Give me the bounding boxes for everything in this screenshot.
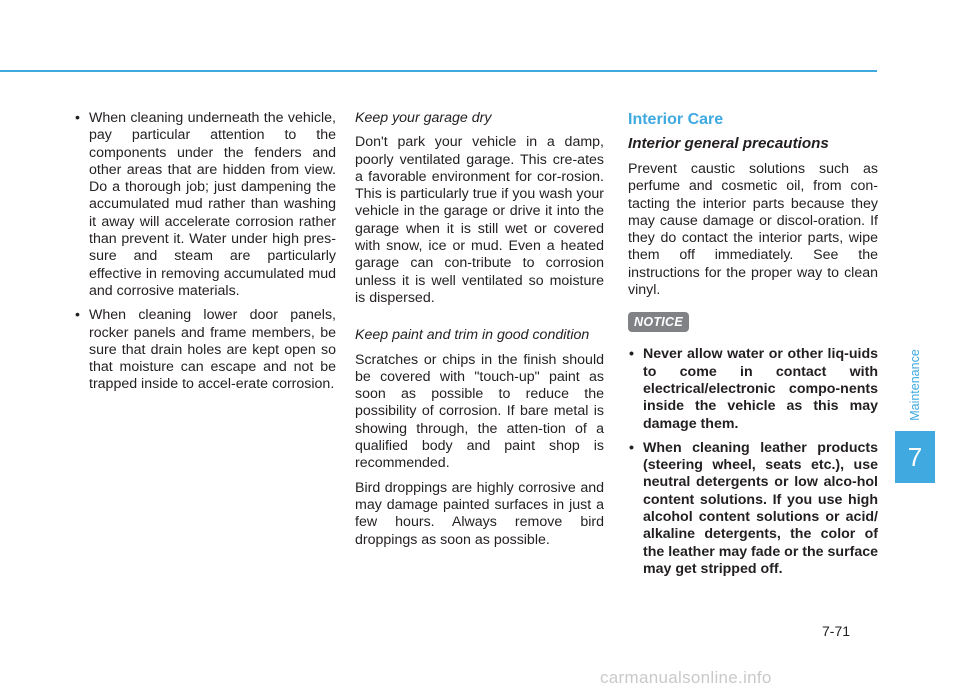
section-subtitle: Interior general precautions (628, 135, 829, 152)
notice-badge: NOTICE (628, 312, 689, 332)
watermark: carmanualsonline.info (600, 668, 772, 687)
list-item: • Never allow water or other liq-uids to come in contact with electrical/electronic compo-nents inside the vehicle as this may damage them. (628, 346, 878, 432)
list-item: • When cleaning lower door panels, rocker panels and frame members, be sure that drain holes are kept open so that moisture can escape and not be trapped inside to accel-erate corrosion. (74, 307, 336, 393)
garage-paragraph: Don't park your vehicle in a damp, poorly ventilated garage. This cre-ates a favorable environment for cor-rosion. This is particularly true if you wash your vehicle in the garage or drive it into the garage when it is still wet or covered with snow, ice or mud. Even a heated garage can con-tribute to corrosion unless it is well ventilated so moisture is dispersed. (355, 134, 604, 306)
section-title: Interior Care (628, 111, 724, 128)
cleaning-bullet-list (74, 110, 336, 394)
header-rule (0, 70, 877, 72)
column-right (628, 110, 878, 585)
chapter-label: Maintenance (908, 349, 922, 421)
notice-bullet-list (628, 346, 878, 578)
chapter-tab: 7 (895, 431, 935, 483)
page-number: 7-71 (822, 623, 851, 639)
column-left (74, 110, 336, 401)
garage-heading: Keep your garage dry (355, 110, 492, 126)
paint-heading: Keep paint and trim in good condition (355, 327, 590, 344)
bird-droppings-paragraph: Bird droppings are highly corrosive and may damage painted surfaces in just a few hours. Always remove bird droppings as soon as possible. (355, 479, 604, 548)
interior-intro-paragraph: Prevent caustic solutions such as perfume and cosmetic oil, from con-tacting the interior parts because they may cause damage or discol-oration. If they do contact the interior parts, wipe them off immediately. See the instructions for the proper way to clean vinyl. (628, 161, 878, 299)
list-item: • When cleaning leather products (steering wheel, seats etc.), use neutral detergents or low alco-hol content solutions. If you use high alcohol content solutions or acid/ alkaline detergents, the color of the leather may fade or the surface may get stripped off. (628, 440, 878, 578)
paint-paragraph: Scratches or chips in the finish should be covered with "touch-up" paint as soon as possible to reduce the possibility of corrosion. If bare metal is showing through, the atten-tion of a qualified body and paint shop is recommended. (355, 351, 604, 472)
column-middle (355, 110, 604, 556)
list-item: • When cleaning underneath the vehicle, pay particular attention to the components under the fenders and other areas that are hidden from view. Do a thorough job; just dampening the accumulated mud rather than washing it away will accelerate corrosion rather than prevent it. Water under high pres-sure and steam are particularly effective in removing accumulated mud and corrosive materials. (74, 110, 336, 300)
